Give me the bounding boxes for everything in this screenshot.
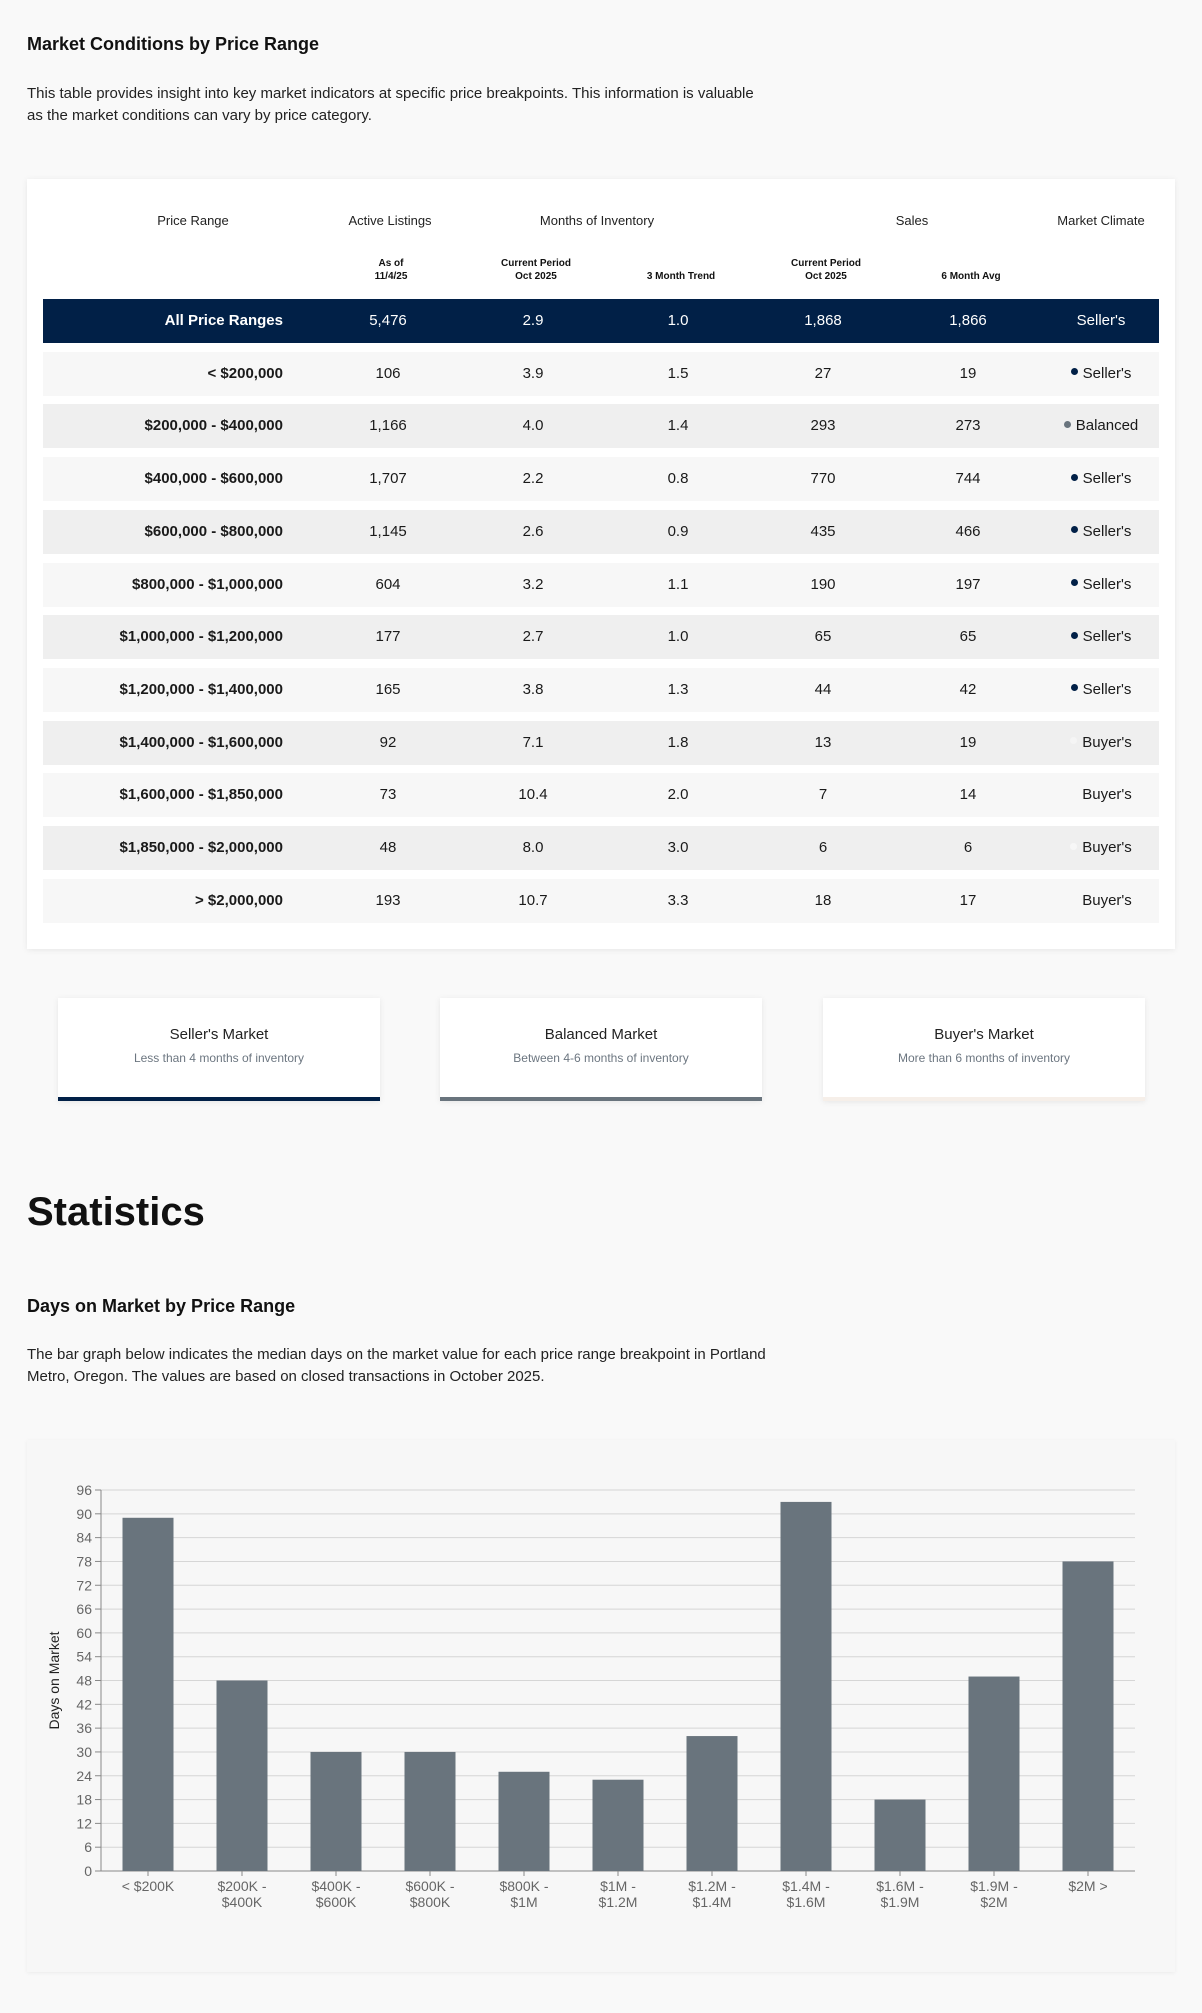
- price-range-label: > $2,000,000: [194, 891, 283, 909]
- table-row: [43, 721, 1159, 765]
- cell-avg: 42: [959, 680, 977, 698]
- cell-trend: 1.0: [667, 312, 689, 329]
- bar: [781, 1502, 832, 1871]
- header-sales: Sales: [895, 213, 929, 228]
- y-tick-label: 96: [76, 1482, 92, 1498]
- y-axis-label: Days on Market: [46, 1631, 62, 1730]
- cell-sales: 7: [818, 786, 828, 804]
- cell-avg: 19: [959, 733, 977, 751]
- cell-trend: 2.0: [667, 786, 689, 804]
- cell-listings: 92: [379, 733, 397, 751]
- table-row: [43, 826, 1159, 870]
- x-tick-label: $600K -: [405, 1878, 455, 1894]
- legend-color-bar: [823, 1097, 1145, 1101]
- table-row: [43, 563, 1159, 607]
- cell-trend: 3.0: [667, 839, 689, 856]
- market-climate-label: Seller's: [1082, 364, 1132, 382]
- table-row: [43, 615, 1159, 659]
- price-range-label: < $200,000: [207, 364, 283, 382]
- market-climate-label: Buyer's: [1082, 733, 1132, 751]
- market-climate: [1043, 563, 1159, 607]
- climate-dot-icon: [1070, 737, 1077, 744]
- cell-listings: 165: [375, 680, 401, 698]
- market-conditions-title: Market Conditions by Price Range: [27, 34, 320, 54]
- cell-moi: 2.9: [522, 312, 544, 329]
- climate-dot-icon: [1071, 579, 1078, 586]
- bar: [499, 1772, 550, 1871]
- x-tick-label: $800K -: [499, 1878, 549, 1894]
- market-climate: [1043, 352, 1159, 396]
- climate-dot-icon: [1070, 895, 1077, 902]
- days-on-market-intro: The bar graph below indicates the median days on the market value for each price range breakpoint in Portland Metro, Oregon. The values are based on closed transactions in October 2025.: [27, 1346, 766, 1385]
- x-tick-label: $1.2M -: [688, 1878, 736, 1894]
- y-tick-label: 90: [76, 1505, 92, 1522]
- price-range-label: $1,200,000 - $1,400,000: [119, 680, 283, 698]
- cell-avg: 19: [959, 364, 977, 382]
- cell-sales: 293: [810, 417, 836, 435]
- climate-dot-icon: [1071, 526, 1078, 533]
- cell-moi: 2.2: [522, 470, 544, 488]
- market-climate-label: Buyer's: [1082, 839, 1132, 856]
- price-range-label: $200,000 - $400,000: [144, 417, 283, 435]
- bar: [593, 1780, 644, 1871]
- table-row: [43, 668, 1159, 712]
- table-row: [43, 510, 1159, 554]
- y-tick-label: 48: [76, 1672, 92, 1689]
- market-climate-label: Seller's: [1082, 628, 1132, 646]
- cell-trend: 0.9: [667, 522, 689, 540]
- market-climate-label: Seller's: [1082, 522, 1132, 540]
- x-tick-label: $1.9M: [880, 1894, 920, 1910]
- legend-color-bar: [58, 1097, 380, 1101]
- table-row: [43, 773, 1159, 817]
- bar-chart-svg: [27, 1440, 1175, 1972]
- market-climate-label: Seller's: [1082, 680, 1132, 698]
- cell-listings: 48: [379, 839, 397, 856]
- legend-title: Seller's Market: [169, 1026, 269, 1043]
- y-tick-label: 6: [84, 1839, 92, 1856]
- days-on-market-title: Days on Market by Price Range: [27, 1296, 296, 1316]
- cell-avg: 1,866: [949, 312, 987, 329]
- climate-dot-icon: [1070, 790, 1077, 797]
- x-tick-label: $1.6M: [786, 1894, 826, 1910]
- x-tick-label: < $200K: [121, 1878, 175, 1894]
- bar: [875, 1800, 926, 1871]
- days-on-market-chart: [27, 1440, 1175, 1972]
- cell-listings: 177: [375, 628, 401, 646]
- price-range-label: $1,850,000 - $2,000,000: [119, 839, 283, 856]
- cell-trend: 3.3: [667, 891, 689, 909]
- statistics-title: Statistics: [27, 1190, 205, 1234]
- x-tick-label: $1.2M: [598, 1894, 638, 1910]
- climate-dot-icon: [1071, 632, 1078, 639]
- market-climate-label: Seller's: [1076, 312, 1126, 329]
- market-climate: [1043, 404, 1159, 448]
- market-climate: [1043, 510, 1159, 554]
- legend-subtitle: Between 4-6 months of inventory: [513, 1051, 689, 1065]
- cell-sales: 190: [810, 575, 836, 593]
- y-tick-label: 36: [76, 1720, 92, 1737]
- cell-moi: 7.1: [522, 733, 544, 751]
- y-tick-label: 24: [76, 1767, 92, 1784]
- price-range-label: $1,600,000 - $1,850,000: [119, 786, 283, 804]
- y-tick-label: 54: [76, 1648, 92, 1665]
- bar: [217, 1681, 268, 1872]
- y-tick-label: 30: [76, 1743, 92, 1760]
- cell-moi: 10.4: [518, 786, 548, 804]
- subheader-sales-avg: 6 Month Avg: [941, 271, 1001, 282]
- bar: [969, 1677, 1020, 1871]
- legend-buyers-market: [823, 998, 1145, 1101]
- cell-sales: 13: [814, 733, 832, 751]
- cell-trend: 1.1: [667, 575, 689, 593]
- cell-avg: 17: [959, 891, 977, 909]
- x-tick-label: $400K -: [311, 1878, 361, 1894]
- cell-avg: 466: [955, 522, 981, 540]
- x-tick-label: $1.4M -: [782, 1878, 830, 1894]
- y-tick-label: 72: [76, 1577, 92, 1594]
- cell-moi: 4.0: [522, 417, 544, 435]
- cell-sales: 435: [810, 522, 836, 540]
- market-climate-label: Seller's: [1082, 575, 1132, 593]
- cell-moi: 3.8: [522, 680, 544, 698]
- cell-avg: 65: [959, 628, 977, 646]
- cell-listings: 1,166: [369, 417, 407, 435]
- legend-title: Buyer's Market: [934, 1026, 1034, 1043]
- market-climate: [1043, 615, 1159, 659]
- cell-listings: 1,145: [369, 522, 407, 540]
- price-range-label: $1,400,000 - $1,600,000: [119, 733, 283, 751]
- x-tick-label: $2M >: [1068, 1878, 1108, 1894]
- x-tick-label: $1.9M -: [970, 1878, 1018, 1894]
- cell-trend: 1.5: [667, 364, 689, 382]
- table-row-total: [43, 299, 1159, 343]
- subheader-sales-current: Current Period Oct 2025: [790, 258, 861, 282]
- cell-sales: 6: [818, 839, 828, 856]
- cell-trend: 1.0: [667, 628, 689, 646]
- price-range-label: $1,000,000 - $1,200,000: [119, 628, 283, 646]
- cell-avg: 197: [955, 575, 981, 593]
- y-tick-label: 0: [84, 1863, 92, 1879]
- y-tick-label: 66: [76, 1601, 92, 1618]
- header-active-listings: Active Listings: [348, 213, 432, 228]
- bar: [405, 1752, 456, 1871]
- market-climate: [1043, 457, 1159, 501]
- legend-balanced-market: [440, 998, 762, 1101]
- cell-moi: 2.7: [522, 628, 544, 646]
- climate-dot-icon: [1070, 843, 1077, 850]
- bar: [123, 1518, 174, 1871]
- cell-trend: 1.8: [667, 733, 689, 751]
- cell-avg: 6: [963, 839, 973, 856]
- subheader-as-of: As of 11/4/25: [374, 258, 408, 282]
- legend-subtitle: Less than 4 months of inventory: [133, 1051, 305, 1065]
- x-tick-label: $1M: [510, 1894, 538, 1910]
- y-tick-label: 12: [76, 1815, 92, 1832]
- cell-listings: 193: [375, 891, 401, 909]
- cell-sales: 770: [810, 470, 836, 488]
- x-tick-label: $1M -: [600, 1878, 636, 1894]
- table-row: [43, 879, 1159, 923]
- price-range-label: $800,000 - $1,000,000: [132, 575, 283, 593]
- y-tick-label: 84: [76, 1529, 92, 1546]
- cell-trend: 1.4: [667, 417, 689, 435]
- bar: [687, 1736, 738, 1871]
- climate-dot-icon: [1071, 368, 1078, 375]
- cell-trend: 1.3: [667, 680, 689, 698]
- market-climate: [1043, 299, 1159, 343]
- market-climate: [1043, 668, 1159, 712]
- cell-avg: 273: [955, 417, 981, 435]
- market-climate-label: Buyer's: [1082, 891, 1132, 909]
- cell-listings: 106: [375, 364, 401, 382]
- x-tick-label: $1.6M -: [876, 1878, 924, 1894]
- subheader-moi-current: Current Period Oct 2025: [500, 258, 571, 282]
- table-row: [43, 352, 1159, 396]
- header-price-range: Price Range: [157, 213, 229, 228]
- cell-moi: 2.6: [522, 522, 544, 540]
- cell-sales: 27: [814, 364, 832, 382]
- cell-sales: 65: [814, 628, 832, 646]
- y-tick-label: 78: [76, 1553, 92, 1570]
- cell-avg: 14: [959, 786, 977, 804]
- market-climate: [1043, 721, 1159, 765]
- table-row: [43, 457, 1159, 501]
- y-tick-label: 18: [76, 1791, 92, 1808]
- x-tick-label: $800K: [409, 1894, 451, 1910]
- market-conditions-intro: This table provides insight into key market indicators at specific price breakpoints. This information is valuable as the market conditions can vary by price category.: [27, 85, 754, 124]
- x-tick-label: $2M: [980, 1894, 1008, 1910]
- x-tick-label: $200K -: [217, 1878, 267, 1894]
- cell-sales: 1,868: [804, 312, 842, 329]
- climate-dot-icon: [1071, 474, 1078, 481]
- cell-moi: 10.7: [518, 891, 548, 909]
- y-tick-label: 42: [76, 1696, 92, 1713]
- legend-sellers-market: [58, 998, 380, 1101]
- y-tick-label: 60: [76, 1624, 92, 1641]
- subheader-moi-trend: 3 Month Trend: [646, 271, 716, 282]
- cell-trend: 0.8: [667, 470, 689, 488]
- cell-sales: 44: [814, 680, 832, 698]
- bar: [1063, 1561, 1114, 1871]
- legend-subtitle: More than 6 months of inventory: [897, 1051, 1071, 1065]
- price-range-label: All Price Ranges: [164, 312, 283, 329]
- x-tick-label: $1.4M: [692, 1894, 732, 1910]
- bar: [311, 1752, 362, 1871]
- legend-title: Balanced Market: [544, 1026, 658, 1043]
- table-row: [43, 404, 1159, 448]
- market-climate: [1043, 773, 1159, 817]
- climate-dot-icon: [1064, 421, 1071, 428]
- header-market-climate: Market Climate: [1057, 213, 1145, 228]
- price-range-label: $600,000 - $800,000: [144, 522, 283, 540]
- cell-avg: 744: [955, 470, 981, 488]
- price-range-label: $400,000 - $600,000: [144, 470, 283, 488]
- market-climate-label: Balanced: [1075, 417, 1139, 435]
- cell-moi: 8.0: [522, 839, 544, 856]
- climate-dot-icon: [1071, 684, 1078, 691]
- legend-color-bar: [440, 1097, 762, 1101]
- cell-listings: 604: [375, 575, 401, 593]
- cell-listings: 5,476: [369, 312, 407, 329]
- cell-listings: 1,707: [369, 470, 407, 488]
- cell-moi: 3.2: [522, 575, 544, 593]
- cell-moi: 3.9: [522, 364, 544, 382]
- x-tick-label: $600K: [315, 1894, 357, 1910]
- market-climate: [1043, 879, 1159, 923]
- market-conditions-table: [27, 179, 1175, 949]
- header-months-of-inventory: Months of Inventory: [539, 213, 655, 228]
- market-climate: [1043, 826, 1159, 870]
- market-climate-label: Seller's: [1082, 470, 1132, 488]
- x-tick-label: $400K: [221, 1894, 263, 1910]
- market-climate-label: Buyer's: [1082, 786, 1132, 804]
- cell-sales: 18: [814, 891, 832, 909]
- cell-listings: 73: [379, 786, 397, 804]
